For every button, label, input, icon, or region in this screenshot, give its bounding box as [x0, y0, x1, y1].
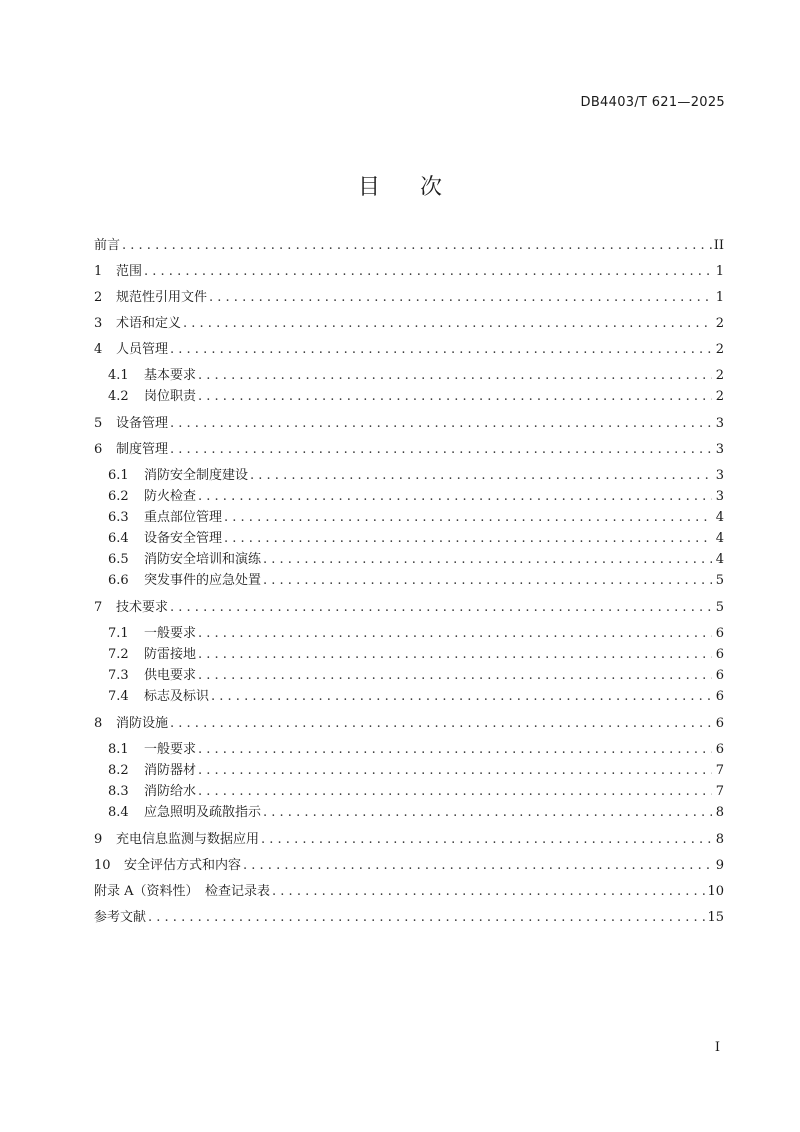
dot-leader	[263, 805, 712, 821]
toc-entry-page: 1	[715, 290, 724, 305]
toc-entry-page: 8	[715, 805, 724, 820]
toc-entry-number: 5	[94, 416, 103, 431]
toc-entry[interactable]	[108, 689, 724, 705]
toc-entry-number: 7.1	[108, 626, 129, 641]
dot-leader	[198, 647, 712, 663]
dot-leader	[170, 342, 712, 358]
toc-entry[interactable]	[94, 442, 724, 458]
toc-entry-label: 应急照明及疏散指示	[144, 805, 262, 820]
page-number: I	[714, 1040, 720, 1055]
toc-entry-number: 9	[94, 832, 103, 847]
title-char-2: 次	[420, 175, 443, 200]
toc-entry-number: 8	[94, 716, 103, 731]
toc-entry[interactable]	[108, 668, 724, 684]
dot-leader	[148, 910, 705, 926]
dot-leader	[198, 668, 712, 684]
toc-entry-label: 岗位职责	[144, 389, 197, 404]
toc-entry-label: 设备安全管理	[144, 531, 223, 546]
dot-leader	[198, 489, 712, 505]
toc-entry-label: 前言	[94, 238, 121, 253]
toc-entry-page: 3	[715, 442, 724, 457]
dot-leader	[198, 763, 712, 779]
toc-entry-number: 3	[94, 316, 103, 331]
toc-entry-number: 8.2	[108, 763, 129, 778]
dot-leader	[261, 832, 712, 848]
toc-entry[interactable]	[108, 468, 724, 484]
toc-entry[interactable]	[108, 510, 724, 526]
toc-entry[interactable]	[108, 552, 724, 568]
dot-leader	[170, 442, 712, 458]
toc-entry-label: 安全评估方式和内容	[124, 858, 242, 873]
dot-leader	[183, 316, 712, 332]
toc-entry[interactable]	[94, 832, 724, 848]
toc-entry-label: 范围	[116, 264, 143, 279]
toc-entry-label: 一般要求	[144, 626, 197, 641]
toc-entry-page: 9	[715, 858, 724, 873]
toc-entry[interactable]	[94, 884, 724, 900]
toc-entry-page: 1	[715, 264, 724, 279]
toc-entry-page: 3	[715, 468, 724, 483]
toc-entry-label: 参考文献	[94, 910, 147, 925]
dot-leader	[198, 389, 712, 405]
toc-entry-number: 8.1	[108, 742, 129, 757]
toc-entry[interactable]	[108, 626, 724, 642]
toc-entry-page: 3	[715, 489, 724, 504]
toc-entry[interactable]	[108, 368, 724, 384]
toc-entry[interactable]	[108, 647, 724, 663]
toc-entry[interactable]	[94, 910, 724, 926]
toc-entry-label: 消防器材	[144, 763, 197, 778]
document-code: DB4403/T 621—2025	[580, 95, 725, 110]
toc-entry[interactable]	[94, 316, 724, 332]
toc-entry[interactable]	[108, 489, 724, 505]
toc-entry-label: 人员管理	[116, 342, 169, 357]
toc-entry[interactable]	[108, 573, 724, 589]
toc-entry-label: 规范性引用文件	[116, 290, 208, 305]
toc-entry-number: 7.2	[108, 647, 129, 662]
toc-entry-page: 3	[715, 416, 724, 431]
toc-entry-label: 基本要求	[144, 368, 197, 383]
toc-entry-label: 制度管理	[116, 442, 169, 457]
dot-leader	[224, 510, 712, 526]
dot-leader	[224, 531, 712, 547]
toc-entry-label: 供电要求	[144, 668, 197, 683]
toc-entry[interactable]	[94, 858, 724, 874]
toc-entry-page: 2	[715, 342, 724, 357]
toc-entry[interactable]	[94, 342, 724, 358]
toc-entry[interactable]	[94, 716, 724, 732]
dot-leader	[144, 264, 712, 280]
toc-entry-number: 4.2	[108, 389, 129, 404]
toc-entry-label: 消防给水	[144, 784, 197, 799]
toc-entry-number: 4.1	[108, 368, 129, 383]
toc-entry[interactable]	[94, 290, 724, 306]
toc-entry-label: 附录 A（资料性） 检查记录表	[94, 884, 271, 899]
toc-entry-number: 1	[94, 264, 103, 279]
toc-entry-page: 2	[715, 389, 724, 404]
toc-entry-page: 6	[715, 647, 724, 662]
toc-entry-number: 4	[94, 342, 103, 357]
toc-entry-page: 4	[715, 552, 724, 567]
toc-entry-number: 7.3	[108, 668, 129, 683]
dot-leader	[263, 573, 712, 589]
toc-entry-number: 6.4	[108, 531, 129, 546]
toc-entry-number: 8.3	[108, 784, 129, 799]
dot-leader	[243, 858, 712, 874]
toc-entry-number: 6.5	[108, 552, 129, 567]
toc-entry-label: 重点部位管理	[144, 510, 223, 525]
dot-leader	[198, 368, 712, 384]
toc-entry-label: 术语和定义	[116, 316, 182, 331]
toc-entry-page: 4	[715, 531, 724, 546]
toc-entry-label: 消防安全制度建设	[144, 468, 249, 483]
toc-entry-label: 技术要求	[116, 600, 169, 615]
toc-entry-page: 2	[715, 368, 724, 383]
dot-leader	[263, 552, 712, 568]
toc-entry-page: 4	[715, 510, 724, 525]
dot-leader	[170, 416, 712, 432]
toc-entry-label: 标志及标识	[144, 689, 210, 704]
dot-leader	[198, 742, 712, 758]
toc-entry[interactable]	[94, 600, 724, 616]
toc-entry-page: 6	[715, 626, 724, 641]
toc-entry-number: 7	[94, 600, 103, 615]
toc-entry-number: 6.6	[108, 573, 129, 588]
dot-leader	[198, 626, 712, 642]
toc-entry-label: 一般要求	[144, 742, 197, 757]
toc-entry-page: 6	[715, 668, 724, 683]
toc-entry-number: 6.3	[108, 510, 129, 525]
toc-entry-number: 8.4	[108, 805, 129, 820]
toc-entry-page: 10	[707, 884, 724, 899]
toc-entry-page: 6	[715, 716, 724, 731]
toc-entry[interactable]	[108, 531, 724, 547]
toc-entry-number: 10	[94, 858, 111, 873]
dot-leader	[170, 716, 712, 732]
toc-entry-page: 8	[715, 832, 724, 847]
toc-entry-number: 6	[94, 442, 103, 457]
toc-entry-page: 2	[715, 316, 724, 331]
toc-entry-page: II	[713, 238, 724, 253]
toc-entry-label: 防雷接地	[144, 647, 197, 662]
toc-entry-page: 6	[715, 689, 724, 704]
dot-leader	[209, 290, 712, 306]
toc-entry-number: 6.1	[108, 468, 129, 483]
dot-leader	[211, 689, 712, 705]
toc-entry-label: 消防设施	[116, 716, 169, 731]
toc-entry[interactable]	[94, 264, 724, 280]
toc-entry-label: 消防安全培训和演练	[144, 552, 262, 567]
dot-leader	[250, 468, 712, 484]
toc-entry-label: 防火检查	[144, 489, 197, 504]
toc-entry-number: 2	[94, 290, 103, 305]
toc-entry-number: 7.4	[108, 689, 129, 704]
toc-entry-page: 7	[715, 763, 724, 778]
toc-entry[interactable]	[108, 742, 724, 758]
toc-entry[interactable]	[94, 238, 724, 254]
toc-entry-label: 突发事件的应急处置	[144, 573, 262, 588]
toc-entry[interactable]	[108, 805, 724, 821]
dot-leader	[272, 884, 705, 900]
toc-entry-page: 5	[715, 600, 724, 615]
dot-leader	[170, 600, 712, 616]
toc-entry-label: 充电信息监测与数据应用	[116, 832, 260, 847]
toc-entry-number: 6.2	[108, 489, 129, 504]
title-char-1: 目	[357, 175, 380, 200]
toc-entry-page: 6	[715, 742, 724, 757]
toc-entry-label: 设备管理	[116, 416, 169, 431]
toc-entry[interactable]	[108, 784, 724, 800]
toc-entry[interactable]	[94, 416, 724, 432]
toc-entry-page: 5	[715, 573, 724, 588]
toc-entry[interactable]	[108, 389, 724, 405]
dot-leader	[198, 784, 712, 800]
toc-entry[interactable]	[108, 763, 724, 779]
dot-leader	[122, 238, 712, 254]
toc-entry-page: 7	[715, 784, 724, 799]
toc-entry-page: 15	[707, 910, 724, 925]
